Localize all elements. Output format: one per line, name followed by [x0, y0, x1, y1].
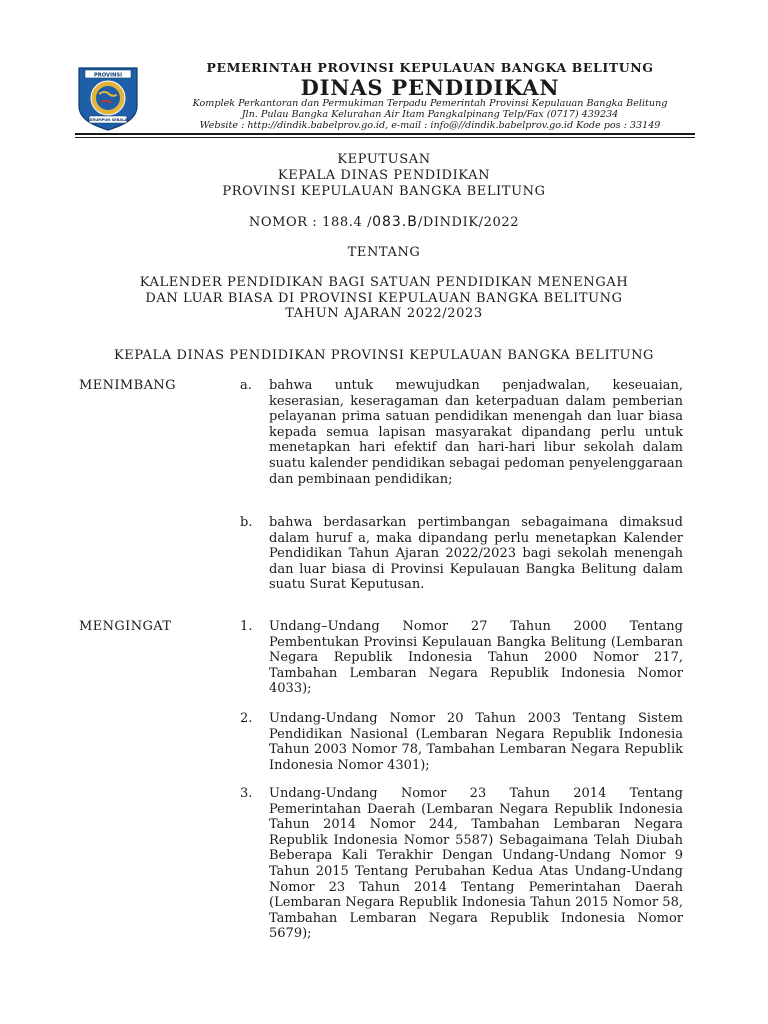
item-marker: 2.: [240, 711, 253, 726]
letterhead-divider-thick: [75, 133, 695, 135]
item-marker: a.: [240, 378, 252, 393]
letterhead-address-line3: Website : http://dindik.babelprov.go.id, e-mail : info@//dindik.babelprov.go.id Kode pos : 33149: [199, 120, 661, 131]
letterhead-government: PEMERINTAH PROVINSI KEPULAUAN BANGKA BELITUNG: [206, 60, 654, 75]
letterhead-address-line1: Komplek Perkantoran dan Permukiman Terpadu Pemerintah Provinsi Kepulauan Bangka Belitung: [192, 98, 668, 109]
section-label-mengingat: MENGINGAT: [79, 619, 172, 634]
decree-number: [0, 214, 768, 230]
decree-number-prefix: NOMOR : 188.4 /: [248, 215, 373, 230]
decree-subject-line3: TAHUN AJARAN 2022/2023: [285, 306, 483, 321]
decree-about: TENTANG: [347, 245, 421, 260]
legal-basis-paragraph-1: Undang–Undang Nomor 27 Tahun 2000 Tentang Pembentukan Provinsi Kepulauan Bangka Belitung (Lembaran Negara Republik Indonesia Tahun 2000 Nomor 217, Tambahan Lembaran Negara Republik Indonesia Nomor 4033);: [269, 619, 683, 697]
decree-title: KEPUTUSAN: [337, 152, 431, 167]
consideration-paragraph-b: bahwa berdasarkan pertimbangan sebagaimana dimaksud dalam huruf a, maka dipandang perlu menetapkan Kalender Pendidikan Tahun Ajaran 2022/2023 bagi sekolah menengah dan luar biasa di Provinsi Kepulauan Bangka Belitung dalam suatu Surat Keputusan.: [269, 515, 683, 593]
decree-number-suffix: /DINDIK/2022: [417, 215, 520, 230]
item-marker: b.: [240, 515, 253, 530]
decree-number-handwritten: 083.B: [372, 214, 418, 230]
item-marker: 1.: [240, 619, 253, 634]
decree-subject-line1: KALENDER PENDIDIKAN BAGI SATUAN PENDIDIKAN MENENGAH: [139, 275, 629, 290]
letterhead-agency: DINAS PENDIDIKAN: [300, 75, 560, 100]
item-marker: 3.: [240, 786, 253, 801]
decree-subject-line2: DAN LUAR BIASA DI PROVINSI KEPULAUAN BANGKA BELITUNG: [145, 291, 623, 306]
provincial-emblem-logo: [75, 64, 141, 132]
decree-authority: KEPALA DINAS PENDIDIKAN PROVINSI KEPULAUAN BANGKA BELITUNG: [113, 348, 655, 363]
legal-basis-paragraph-2: Undang-Undang Nomor 20 Tahun 2003 Tentang Sistem Pendidikan Nasional (Lembaran Negara Republik Indonesia Tahun 2003 Nomor 78, Tambahan Lembaran Negara Republik Indonesia Nomor 4301);: [269, 711, 683, 773]
section-label-menimbang: MENIMBANG: [79, 378, 176, 393]
letterhead-divider-thin: [75, 137, 695, 138]
decree-issuer-line1: KEPALA DINAS PENDIDIKAN: [277, 168, 491, 183]
consideration-paragraph-a: bahwa untuk mewujudkan penjadwalan, keseuaian, keserasian, keseragaman dan keterpaduan dalam pemberian pelayanan prima satuan pendidikan menengah dan luar biasa kepada semua lapisan masyarakat dipandang perlu untuk menetapkan hari efektif dan hari-hari libur sekolah dalam suatu kalender pendidikan sebagai pedoman penyelenggaraan dan pembinaan pendidikan;: [269, 378, 683, 487]
letterhead-address-line2: Jln. Pulau Bangka Kelurahan Air Itam Pangkalpinang Telp/Fax (0717) 439234: [241, 109, 619, 120]
emblem-motto: SERUMPUN SEBALAI: [87, 118, 129, 123]
legal-basis-paragraph-3: Undang-Undang Nomor 23 Tahun 2014 Tentang Pemerintahan Daerah (Lembaran Negara Republik Indonesia Tahun 2014 Nomor 244, Tambahan Lembaran Negara Republik Indonesia Nomor 5587) Sebagaimana Telah Diubah Beberapa Kali Terakhir Dengan Undang-Undang Nomor 9 Tahun 2015 Tentang Perubahan Kedua Atas Undang-Undang Nomor 23 Tahun 2014 Tentang Pemerintahan Daerah (Lembaran Negara Republik Indonesia Tahun 2015 Nomor 58, Tambahan Lembaran Negara Republik Indonesia Nomor 5679);: [269, 786, 683, 942]
emblem-text: PROVINSI: [93, 72, 123, 79]
decree-issuer-line2: PROVINSI KEPULAUAN BANGKA BELITUNG: [222, 184, 546, 199]
